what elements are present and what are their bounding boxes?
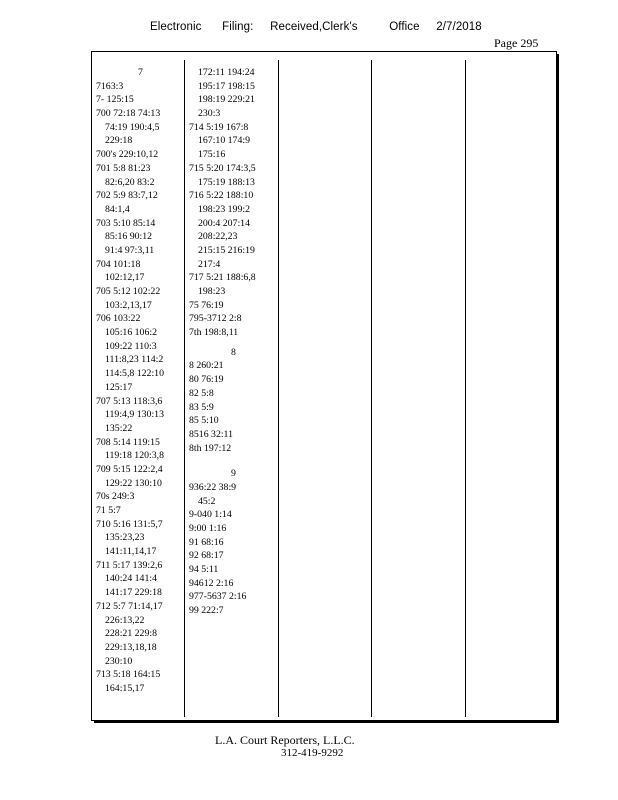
index-entry-continuation: 172:11 194:24 xyxy=(198,67,255,78)
index-entry-continuation: 198:23 xyxy=(198,286,226,297)
page-number: Page 295 xyxy=(494,36,539,50)
footer-company: L.A. Court Reporters, L.L.C. xyxy=(215,733,355,747)
index-entry: 9:00 1:16 xyxy=(189,523,227,534)
filing-word-filing: Filing: xyxy=(222,21,254,33)
index-column-2 xyxy=(189,66,256,618)
index-entry: 82 5:8 xyxy=(189,387,214,399)
index-entry: 977-5637 2:16 xyxy=(189,591,247,603)
index-entry-continuation: 111:8,23 114:2 xyxy=(105,354,164,366)
index-entry-continuation: 140:24 141:4 xyxy=(105,573,157,585)
index-entry: 80 76:19 xyxy=(189,374,224,386)
index-entry-continuation: 91:4 97:3,11 xyxy=(105,244,155,256)
index-entry-continuation: 82:6,20 83:2 xyxy=(105,176,155,188)
index-entry-continuation: 135:23,23 xyxy=(105,532,145,544)
index-entry: 94 5:11 xyxy=(189,564,219,576)
filing-word-electronic: Electronic xyxy=(150,21,202,33)
index-entry: 717 5:21 188:6,8 xyxy=(189,272,256,284)
index-entry: 8th 197:12 xyxy=(189,442,232,454)
index-entry-continuation: 102:12,17 xyxy=(105,272,145,284)
index-entry: 712 5:7 71:14,17 xyxy=(96,600,163,612)
filing-word-office: Office xyxy=(389,21,420,33)
index-entry-continuation: 215:15 216:19 xyxy=(198,244,255,256)
index-entry-continuation: 141:17 229:18 xyxy=(105,587,162,599)
index-entry-continuation: 200:4 207:14 xyxy=(198,217,250,229)
index-entry-continuation: 74:19 190:4,5 xyxy=(105,121,160,133)
index-entry-continuation: 229:13,18,18 xyxy=(105,641,157,653)
index-entry-continuation: 198:19 229:21 xyxy=(198,94,255,106)
column-divider-3 xyxy=(371,60,372,717)
index-entry-continuation: 175:19 188:13 xyxy=(198,176,255,188)
index-entry-continuation: 230:3 xyxy=(198,108,221,120)
index-entry: 92 68:17 xyxy=(189,550,224,562)
index-entry-continuation: 103:2,13,17 xyxy=(105,299,152,311)
index-entry: 91 68:16 xyxy=(189,536,224,548)
index-entry-continuation: 228:21 229:8 xyxy=(105,628,157,640)
index-entry-continuation: 229:18 xyxy=(105,135,133,147)
index-entry-continuation: 230:10 xyxy=(105,655,133,667)
index-entry-continuation: 119:18 120:3,8 xyxy=(105,450,164,462)
index-entry: 714 5:19 167:8 xyxy=(189,121,249,133)
index-entry: 700's 229:10,12 xyxy=(96,149,159,161)
index-entry-continuation: 135:22 xyxy=(105,422,133,434)
index-section-heading: 8 xyxy=(231,346,236,358)
index-entry: 71 5:7 xyxy=(96,505,121,516)
index-entry: 936:22 38:9 xyxy=(189,481,237,493)
index-entry: 703 5:10 85:14 xyxy=(96,217,156,229)
index-entry: 85 5:10 xyxy=(189,415,219,427)
index-entry-continuation: 208:22,23 xyxy=(198,231,238,243)
box-shadow-right xyxy=(557,54,559,723)
index-entry-continuation: 217:4 xyxy=(198,258,221,270)
index-column-1 xyxy=(96,66,164,696)
index-entry: 70s 249:3 xyxy=(96,491,135,503)
index-entry-continuation: 164:15,17 xyxy=(105,682,145,694)
index-entry-continuation: 226:13,22 xyxy=(105,614,145,626)
index-entry: 99 222:7 xyxy=(189,605,224,617)
column-divider-4 xyxy=(465,60,466,717)
index-entry-continuation: 125:17 xyxy=(105,381,133,393)
index-entry: 9-040 1:14 xyxy=(189,509,232,521)
index-entry: 713 5:18 164:15 xyxy=(96,669,161,681)
index-entry-continuation: 84:1,4 xyxy=(105,203,130,215)
index-entry: 708 5:14 119:15 xyxy=(96,436,160,448)
index-entry-continuation: 167:10 174:9 xyxy=(198,135,250,147)
column-divider-2 xyxy=(278,60,279,717)
filing-stamp xyxy=(150,21,482,33)
index-entry: 8516 32:11 xyxy=(189,428,233,440)
index-entry-continuation: 114:5,8 122:10 xyxy=(105,368,164,380)
index-entry: 704 101:18 xyxy=(96,258,141,270)
index-entry-continuation: 109:22 110:3 xyxy=(105,340,157,352)
index-entry: 711 5:17 139:2,6 xyxy=(96,559,163,571)
index-entry: 7163:3 xyxy=(96,80,124,92)
index-entry-continuation: 195:17 198:15 xyxy=(198,80,255,92)
index-entry-continuation: 175:16 xyxy=(198,149,226,161)
index-section-heading: 7 xyxy=(138,67,143,78)
index-entry: 710 5:16 131:5,7 xyxy=(96,518,163,530)
index-entry-continuation: 198:23 199:2 xyxy=(198,203,250,215)
box-shadow-bottom xyxy=(94,721,559,723)
footer-phone: 312-419-9292 xyxy=(281,747,344,759)
index-entry: 715 5:20 174:3,5 xyxy=(189,162,256,174)
index-entry: 700 72:18 74:13 xyxy=(96,108,161,120)
filing-word-received: Received,Clerk's xyxy=(270,21,358,33)
index-entry: 83 5:9 xyxy=(189,401,214,413)
index-entry-continuation: 85:16 90:12 xyxy=(105,231,153,243)
index-entry: 707 5:13 118:3,6 xyxy=(96,395,163,407)
index-entry: 716 5:22 188:10 xyxy=(189,190,254,202)
index-entry: 795-3712 2:8 xyxy=(189,313,242,325)
index-entry-continuation: 105:16 106:2 xyxy=(105,327,157,339)
index-entry: 8 260:21 xyxy=(189,360,224,372)
index-entry-continuation: 141:11,14,17 xyxy=(105,546,157,558)
index-entry: 7- 125:15 xyxy=(96,94,134,106)
filing-date: 2/7/2018 xyxy=(436,21,482,33)
index-entry: 75 76:19 xyxy=(189,299,224,311)
index-entry: 706 103:22 xyxy=(96,313,141,325)
index-entry-continuation: 119:4,9 130:13 xyxy=(105,409,164,421)
index-section-heading: 9 xyxy=(231,468,236,480)
index-entry: 702 5:9 83:7,12 xyxy=(96,190,158,202)
index-entry: 705 5:12 102:22 xyxy=(96,286,161,297)
index-entry-continuation: 45:2 xyxy=(198,495,216,507)
column-divider-1 xyxy=(184,60,185,717)
index-entry-continuation: 129:22 130:10 xyxy=(105,477,162,489)
index-entry: 94612 2:16 xyxy=(189,577,234,589)
index-entry: 709 5:15 122:2,4 xyxy=(96,463,163,475)
index-entry: 701 5:8 81:23 xyxy=(96,162,151,174)
index-entry: 7th 198:8,11 xyxy=(189,327,239,339)
